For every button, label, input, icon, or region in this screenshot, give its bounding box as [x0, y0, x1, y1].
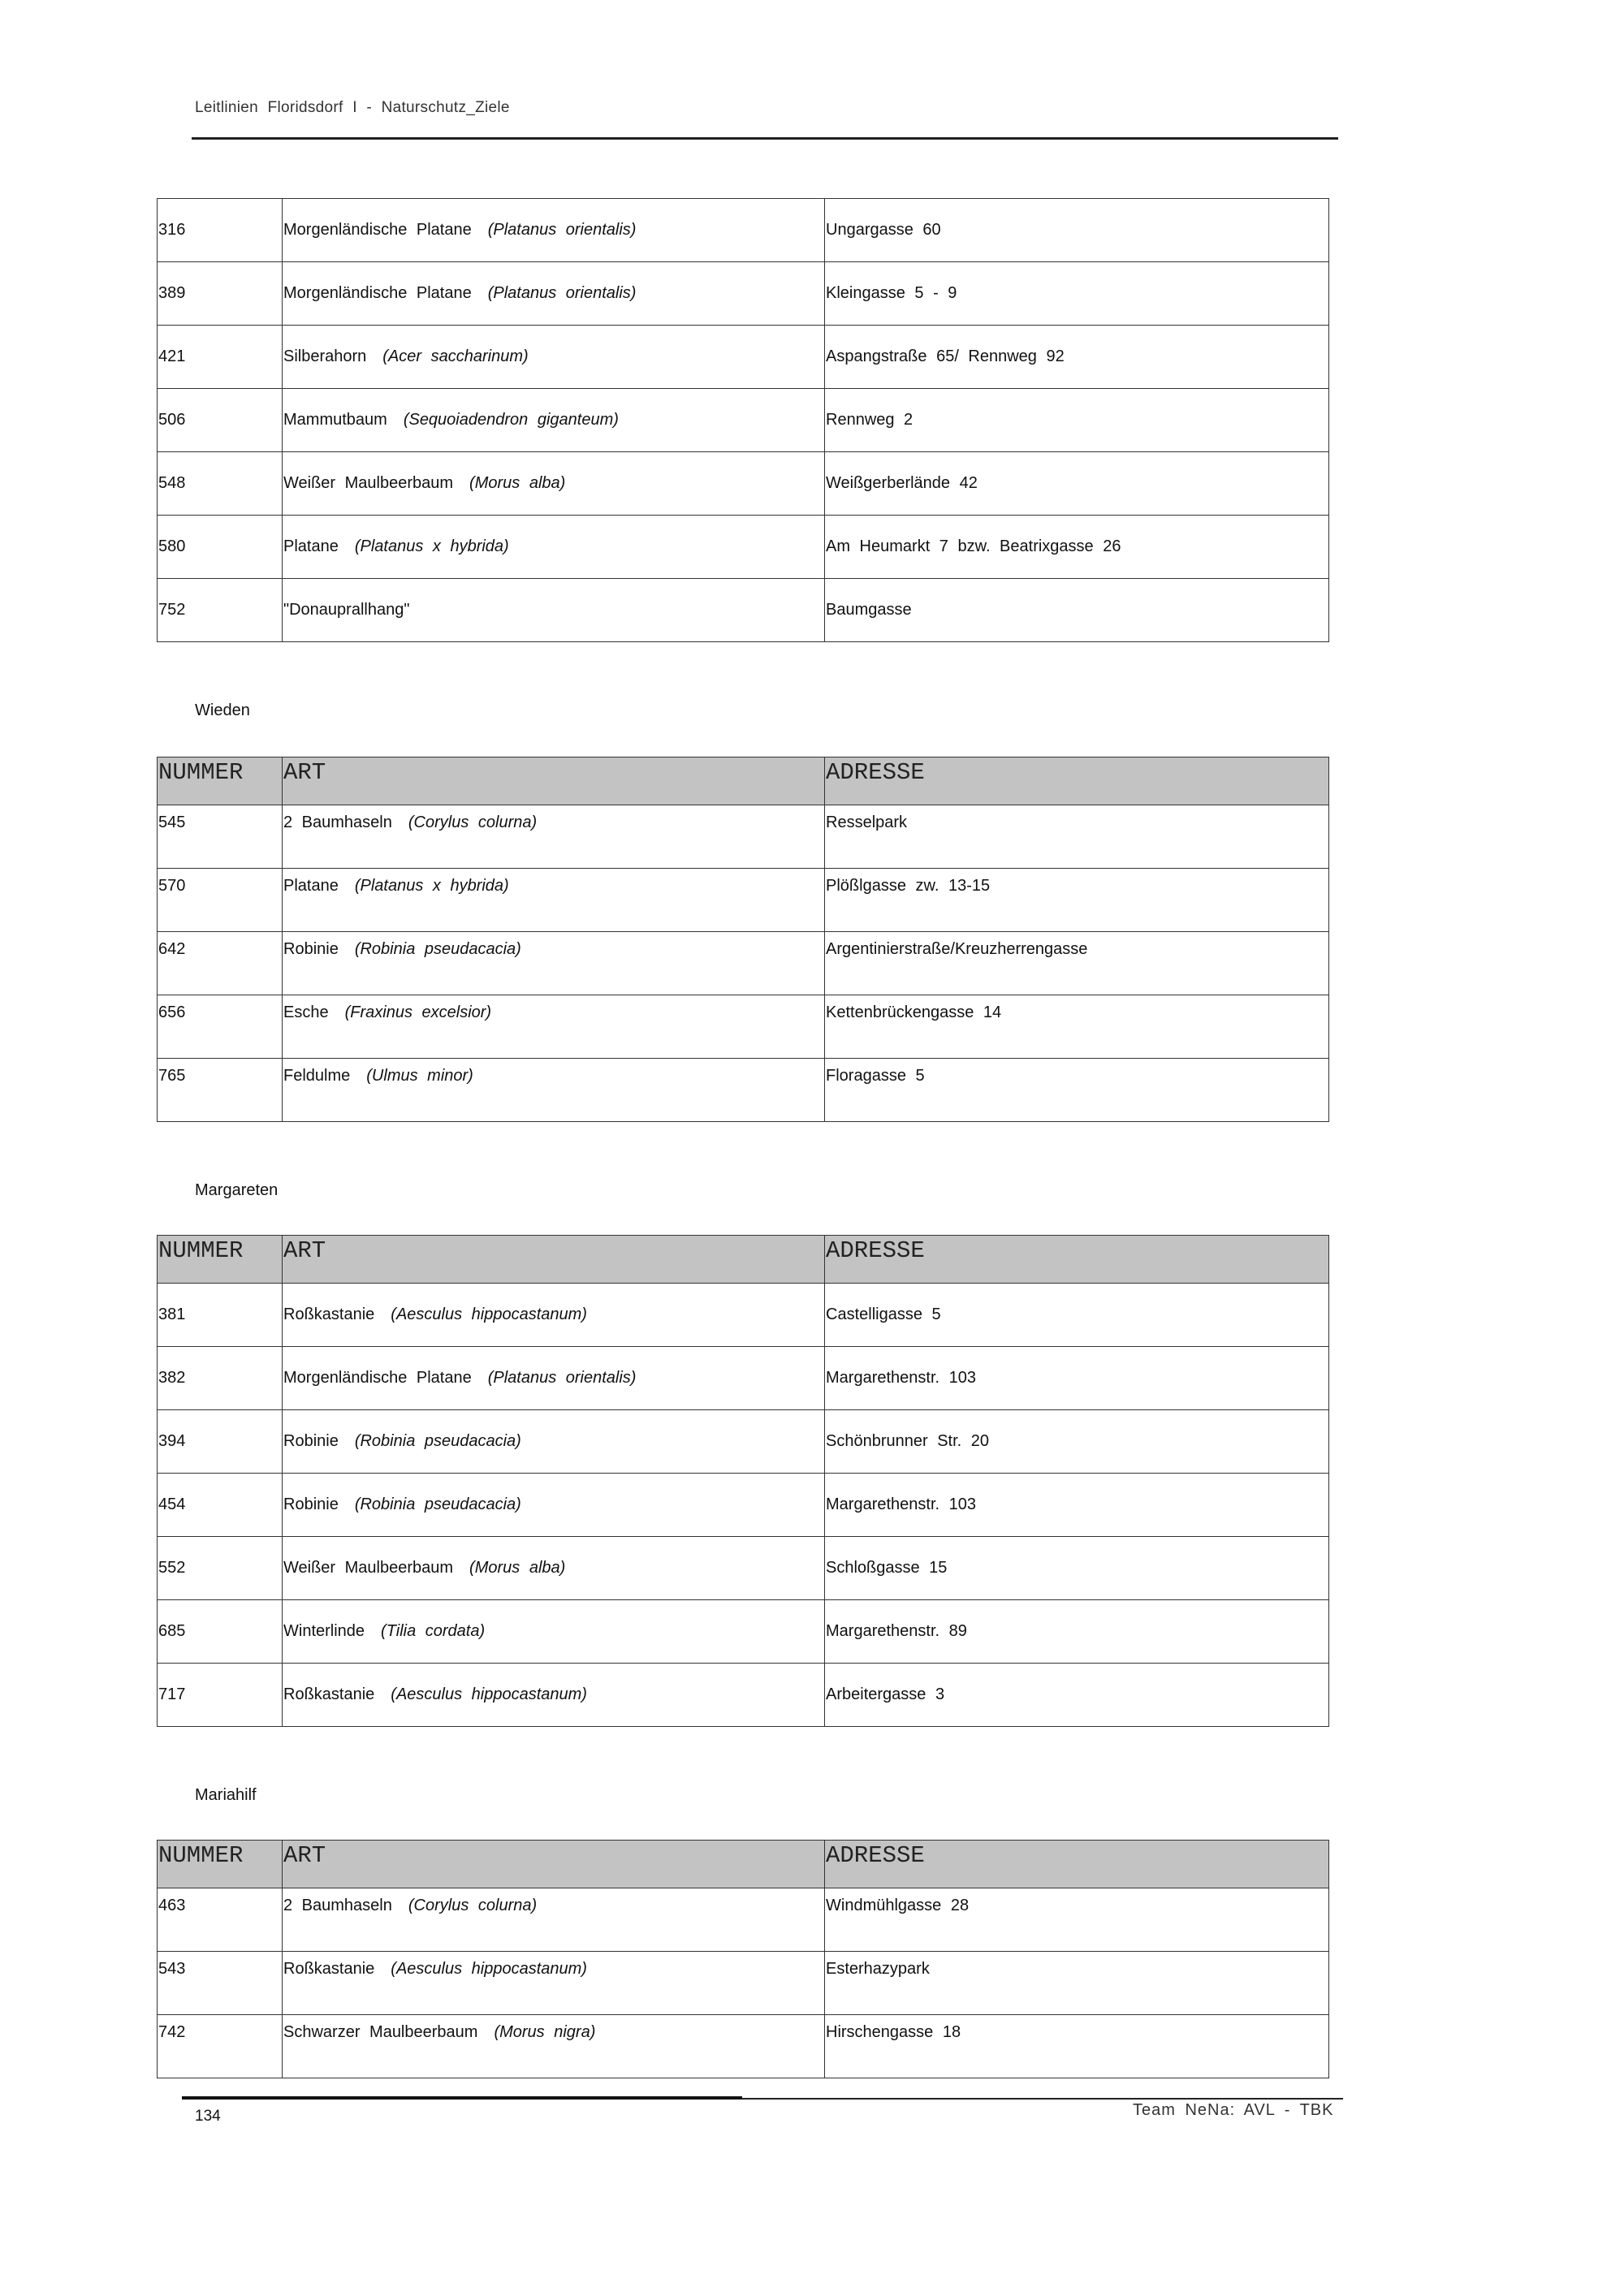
header-adresse: ADRESSE — [825, 1841, 1329, 1888]
table-row — [158, 1888, 1329, 1952]
cell-adresse — [825, 579, 1329, 642]
table-row — [158, 1347, 1329, 1410]
adresse-text: Baumgasse — [826, 601, 912, 619]
nummer-text: 570 — [158, 877, 186, 895]
art-wrapper — [283, 1347, 824, 1388]
art-species-name: (Fraxinus excelsior) — [344, 1003, 492, 1021]
cell-nummer — [158, 579, 283, 642]
nummer-text: 717 — [158, 1685, 186, 1703]
adresse-text: Resselpark — [826, 814, 908, 831]
adresse-text: Hirschengasse 18 — [826, 2023, 961, 2041]
nummer-text: 382 — [158, 1369, 186, 1387]
cell-nummer — [158, 1664, 283, 1727]
art-common-name: 2 Baumhaseln — [283, 814, 392, 831]
cell-adresse — [825, 1410, 1329, 1474]
table-row — [158, 199, 1329, 262]
table-row — [158, 932, 1329, 995]
art-species-name: (Corylus colurna) — [408, 1897, 538, 1914]
cell-nummer — [158, 1952, 283, 2015]
cell-nummer — [158, 199, 283, 262]
cell-art — [283, 1664, 825, 1727]
cell-nummer — [158, 995, 283, 1059]
art-common-name: Roßkastanie — [283, 1306, 375, 1323]
nummer-text: 656 — [158, 1003, 186, 1021]
nummer-text: 752 — [158, 601, 186, 619]
header-art: ART — [283, 757, 825, 805]
art-common-name: Platane — [283, 877, 339, 895]
table-header-row — [158, 757, 1329, 805]
section-title-mariahilf: Mariahilf — [195, 1786, 257, 1804]
cell-nummer — [158, 1537, 283, 1600]
nummer-text: 742 — [158, 2023, 186, 2041]
cell-nummer — [158, 1474, 283, 1537]
nummer-text: 506 — [158, 411, 186, 429]
section-title-wieden: Wieden — [195, 701, 250, 719]
cell-art — [283, 932, 825, 995]
nummer-text: 545 — [158, 814, 186, 831]
cell-nummer — [158, 1410, 283, 1474]
nummer-text: 463 — [158, 1897, 186, 1914]
art-wrapper — [283, 326, 824, 366]
art-common-name: Morgenländische Platane — [283, 284, 472, 302]
cell-art — [283, 869, 825, 932]
table-header-row — [158, 1841, 1329, 1888]
adresse-text: Weißgerberlände 42 — [826, 474, 978, 492]
nummer-text: 421 — [158, 347, 186, 365]
adresse-text: Aspangstraße 65/ Rennweg 92 — [826, 347, 1065, 365]
cell-adresse — [825, 869, 1329, 932]
art-common-name: Winterlinde — [283, 1622, 365, 1640]
cell-adresse — [825, 1952, 1329, 2015]
cell-adresse — [825, 1537, 1329, 1600]
cell-nummer — [158, 1284, 283, 1347]
cell-art — [283, 1410, 825, 1474]
tree-table-margareten — [157, 1235, 1329, 1727]
table-row — [158, 1284, 1329, 1347]
cell-adresse — [825, 262, 1329, 326]
adresse-text: Castelligasse 5 — [826, 1306, 941, 1323]
cell-nummer — [158, 389, 283, 452]
art-species-name: (Aesculus hippocastanum) — [391, 1960, 587, 1978]
cell-adresse — [825, 1888, 1329, 1952]
cell-adresse — [825, 932, 1329, 995]
cell-nummer — [158, 262, 283, 326]
adresse-text: Ungargasse 60 — [826, 221, 941, 239]
cell-art — [283, 2015, 825, 2078]
art-common-name: "Donauprallhang" — [283, 601, 410, 619]
header-art: ART — [283, 1841, 825, 1888]
art-wrapper — [283, 516, 824, 556]
adresse-text: Plößlgasse zw. 13-15 — [826, 877, 991, 895]
cell-art — [283, 1474, 825, 1537]
cell-art — [283, 1347, 825, 1410]
adresse-text: Arbeitergasse 3 — [826, 1685, 945, 1703]
table-row — [158, 995, 1329, 1059]
table-row — [158, 1600, 1329, 1664]
adresse-text: Am Heumarkt 7 bzw. Beatrixgasse 26 — [826, 537, 1121, 555]
adresse-text: Argentinierstraße/Kreuzherrengasse — [826, 940, 1088, 958]
art-common-name: Schwarzer Maulbeerbaum — [283, 2023, 478, 2041]
table-row — [158, 326, 1329, 389]
adresse-text: Schloßgasse 15 — [826, 1559, 948, 1577]
table-row — [158, 869, 1329, 932]
cell-art — [283, 1888, 825, 1952]
cell-nummer — [158, 869, 283, 932]
cell-adresse — [825, 516, 1329, 579]
art-wrapper — [283, 1059, 824, 1085]
art-species-name: (Acer saccharinum) — [382, 347, 529, 365]
cell-adresse — [825, 1059, 1329, 1122]
art-common-name: Weißer Maulbeerbaum — [283, 474, 454, 492]
adresse-text: Margarethenstr. 89 — [826, 1622, 967, 1640]
table-row — [158, 389, 1329, 452]
running-header: Leitlinien Floridsdorf I - Naturschutz_Ziele — [195, 99, 510, 116]
adresse-text: Kleingasse 5 - 9 — [826, 284, 957, 302]
table-row — [158, 1410, 1329, 1474]
cell-adresse — [825, 1474, 1329, 1537]
cell-art — [283, 452, 825, 516]
cell-art — [283, 1952, 825, 2015]
adresse-text: Margarethenstr. 103 — [826, 1495, 976, 1513]
table-row — [158, 805, 1329, 869]
nummer-text: 548 — [158, 474, 186, 492]
art-wrapper — [283, 1474, 824, 1514]
cell-nummer — [158, 1059, 283, 1122]
table-row — [158, 579, 1329, 642]
table-row — [158, 1664, 1329, 1727]
cell-art — [283, 1537, 825, 1600]
art-wrapper — [283, 1888, 824, 1915]
cell-art — [283, 579, 825, 642]
nummer-text: 685 — [158, 1622, 186, 1640]
table-row — [158, 1474, 1329, 1537]
cell-art — [283, 805, 825, 869]
art-wrapper — [283, 995, 824, 1022]
header-art: ART — [283, 1236, 825, 1284]
cell-adresse — [825, 326, 1329, 389]
cell-nummer — [158, 452, 283, 516]
cell-adresse — [825, 1664, 1329, 1727]
page-number: 134 — [195, 2108, 221, 2125]
art-common-name: Morgenländische Platane — [283, 221, 472, 239]
art-species-name: (Platanus x hybrida) — [354, 537, 509, 555]
cell-nummer — [158, 326, 283, 389]
art-wrapper — [283, 1952, 824, 1979]
header-nummer: NUMMER — [158, 1841, 283, 1888]
nummer-text: 316 — [158, 221, 186, 239]
tree-table-mariahilf — [157, 1840, 1329, 2078]
nummer-text: 389 — [158, 284, 186, 302]
art-species-name: (Morus nigra) — [494, 2023, 596, 2041]
adresse-text: Windmühlgasse 28 — [826, 1897, 970, 1914]
art-common-name: Roßkastanie — [283, 1960, 375, 1978]
art-wrapper — [283, 1284, 824, 1324]
art-species-name: (Robinia pseudacacia) — [354, 940, 521, 958]
art-wrapper — [283, 1600, 824, 1641]
table-row — [158, 1059, 1329, 1122]
table-row — [158, 2015, 1329, 2078]
cell-art — [283, 516, 825, 579]
art-common-name: Silberahorn — [283, 347, 367, 365]
art-species-name: (Corylus colurna) — [408, 814, 538, 831]
art-species-name: (Platanus orientalis) — [487, 1369, 637, 1387]
cell-nummer — [158, 516, 283, 579]
header-rule — [192, 137, 1338, 140]
cell-nummer — [158, 805, 283, 869]
adresse-text: Rennweg 2 — [826, 411, 914, 429]
nummer-text: 552 — [158, 1559, 186, 1577]
cell-nummer — [158, 1888, 283, 1952]
cell-nummer — [158, 2015, 283, 2078]
cell-art — [283, 326, 825, 389]
art-species-name: (Morus alba) — [469, 1559, 566, 1577]
cell-adresse — [825, 199, 1329, 262]
cell-art — [283, 1600, 825, 1664]
art-species-name: (Ulmus minor) — [366, 1067, 473, 1085]
section-title-margareten: Margareten — [195, 1181, 279, 1199]
art-wrapper — [283, 262, 824, 303]
art-wrapper — [283, 932, 824, 959]
art-wrapper — [283, 452, 824, 493]
art-species-name: (Sequoiadendron giganteum) — [403, 411, 619, 429]
art-wrapper — [283, 199, 824, 240]
cell-adresse — [825, 452, 1329, 516]
table-header-row — [158, 1236, 1329, 1284]
header-nummer: NUMMER — [158, 1236, 283, 1284]
header-adresse: ADRESSE — [825, 757, 1329, 805]
cell-adresse — [825, 995, 1329, 1059]
cell-nummer — [158, 1347, 283, 1410]
art-common-name: Weißer Maulbeerbaum — [283, 1559, 454, 1577]
cell-adresse — [825, 389, 1329, 452]
nummer-text: 642 — [158, 940, 186, 958]
art-species-name: (Robinia pseudacacia) — [354, 1495, 521, 1513]
art-wrapper — [283, 805, 824, 832]
tree-table-continued — [157, 198, 1329, 642]
adresse-text: Floragasse 5 — [826, 1067, 925, 1085]
cell-adresse — [825, 1347, 1329, 1410]
header-nummer: NUMMER — [158, 757, 283, 805]
nummer-text: 381 — [158, 1306, 186, 1323]
table-row — [158, 452, 1329, 516]
art-common-name: Roßkastanie — [283, 1685, 375, 1703]
adresse-text: Kettenbrückengasse 14 — [826, 1003, 1002, 1021]
art-common-name: Mammutbaum — [283, 411, 387, 429]
art-wrapper — [283, 1410, 824, 1451]
art-wrapper — [283, 1664, 824, 1704]
cell-art — [283, 1284, 825, 1347]
art-wrapper — [283, 389, 824, 429]
art-species-name: (Robinia pseudacacia) — [354, 1432, 521, 1450]
cell-art — [283, 1059, 825, 1122]
nummer-text: 543 — [158, 1960, 186, 1978]
nummer-text: 394 — [158, 1432, 186, 1450]
art-wrapper — [283, 2015, 824, 2042]
art-species-name: (Platanus orientalis) — [487, 221, 637, 239]
cell-art — [283, 262, 825, 326]
header-adresse: ADRESSE — [825, 1236, 1329, 1284]
art-wrapper — [283, 579, 824, 619]
adresse-text: Esterhazypark — [826, 1960, 930, 1978]
table-row — [158, 1537, 1329, 1600]
art-common-name: Robinie — [283, 1495, 339, 1513]
cell-adresse — [825, 1284, 1329, 1347]
footer-team-credit: Team NeNa: AVL - TBK — [1133, 2101, 1334, 2119]
footer-rule-accent — [182, 2096, 742, 2100]
adresse-text: Schönbrunner Str. 20 — [826, 1432, 990, 1450]
cell-adresse — [825, 2015, 1329, 2078]
table-row — [158, 262, 1329, 326]
art-common-name: Morgenländische Platane — [283, 1369, 472, 1387]
art-wrapper — [283, 869, 824, 896]
nummer-text: 454 — [158, 1495, 186, 1513]
nummer-text: 765 — [158, 1067, 186, 1085]
cell-art — [283, 199, 825, 262]
tree-table-wieden — [157, 757, 1329, 1122]
art-common-name: Feldulme — [283, 1067, 351, 1085]
adresse-text: Margarethenstr. 103 — [826, 1369, 976, 1387]
nummer-text: 580 — [158, 537, 186, 555]
art-common-name: Esche — [283, 1003, 329, 1021]
cell-art — [283, 995, 825, 1059]
table-row — [158, 516, 1329, 579]
cell-nummer — [158, 932, 283, 995]
cell-nummer — [158, 1600, 283, 1664]
art-species-name: (Tilia cordata) — [381, 1622, 486, 1640]
table-row — [158, 1952, 1329, 2015]
art-species-name: (Aesculus hippocastanum) — [391, 1685, 587, 1703]
art-species-name: (Platanus orientalis) — [487, 284, 637, 302]
art-common-name: Robinie — [283, 1432, 339, 1450]
cell-adresse — [825, 805, 1329, 869]
cell-adresse — [825, 1600, 1329, 1664]
art-species-name: (Platanus x hybrida) — [354, 877, 509, 895]
cell-art — [283, 389, 825, 452]
art-common-name: 2 Baumhaseln — [283, 1897, 392, 1914]
art-species-name: (Aesculus hippocastanum) — [391, 1306, 587, 1323]
art-wrapper — [283, 1537, 824, 1577]
art-common-name: Robinie — [283, 940, 339, 958]
art-common-name: Platane — [283, 537, 339, 555]
art-species-name: (Morus alba) — [469, 474, 566, 492]
